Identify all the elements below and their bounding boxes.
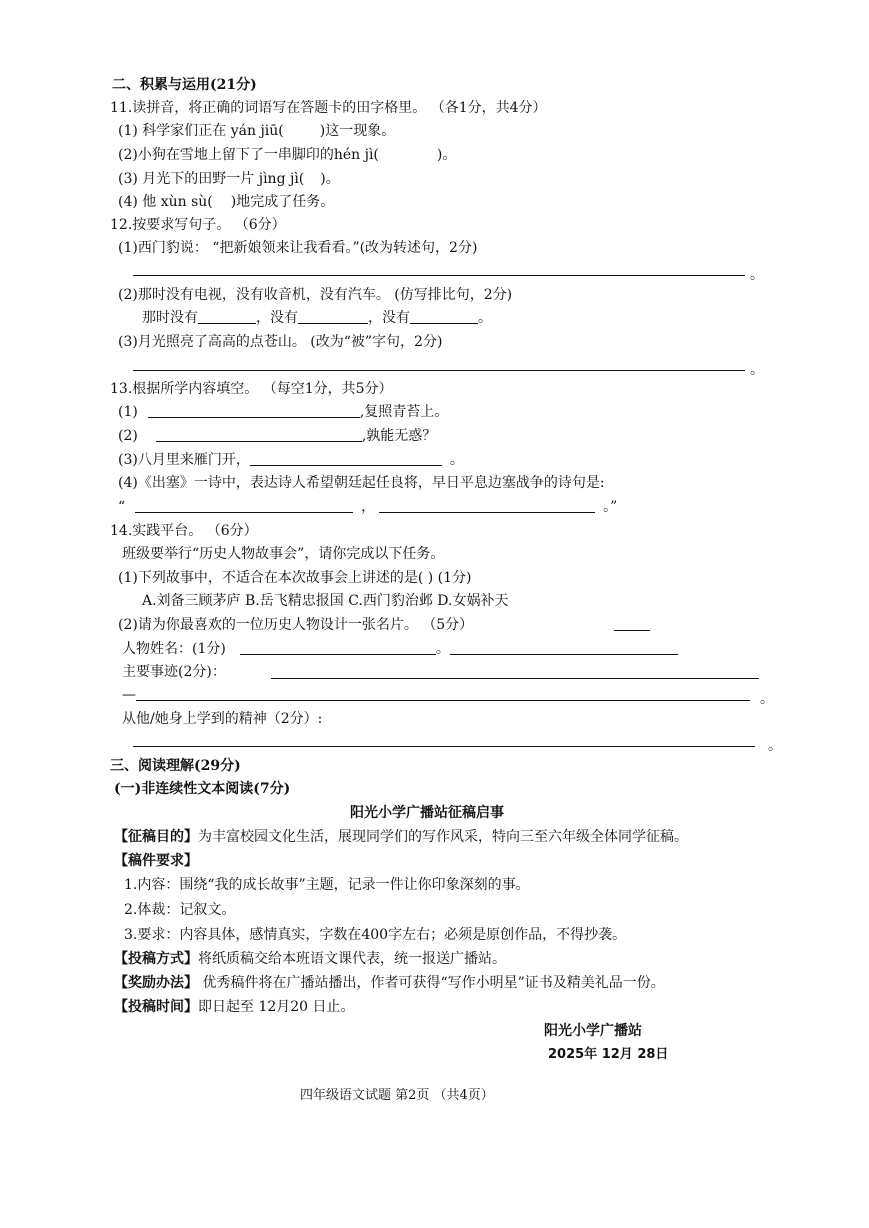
- q13-line-1: [118, 403, 448, 421]
- q14-deeds-line-1: [271, 678, 759, 679]
- q14-spirit-end-dot: 。: [768, 738, 782, 754]
- notice-submit: [114, 950, 506, 968]
- q13-line-2: [118, 427, 436, 445]
- q11-item-4: [118, 193, 334, 211]
- q13-line-2-post: ,孰能无惑？: [361, 428, 437, 444]
- notice-req-3: 3.要求：内容具体，感情真实，字数在400字左右；必须是原创作品，不得抄袭。: [124, 927, 627, 943]
- notice-submit-text: 将纸质稿交给本班语文课代表，统一报送广播站。: [198, 951, 506, 967]
- q14-name-sep: 。: [435, 641, 450, 657]
- q13-blank-4[interactable]: [135, 498, 353, 513]
- q12-s2: (2)那时没有电视，没有收音机，没有汽车。 (仿写排比句，2分): [118, 287, 513, 303]
- q13-blank-2[interactable]: [156, 427, 362, 442]
- q12-s1: (1)西门豹说： “把新娘领来让我看看。”(改为转述句，2分): [118, 240, 478, 256]
- q12-s2-template: [142, 309, 492, 327]
- q13-line-1-post: ,复照青苔上。: [359, 404, 449, 420]
- page-footer: 四年级语文试题 第2页 （共4页）: [300, 1088, 494, 1103]
- notice-title: 阳光小学广播站征稿启事: [350, 805, 504, 821]
- q14-options: A.刘备三顾茅庐 B.岳飞精忠报国 C.西门豹治邺 D.女娲补天: [142, 593, 509, 609]
- notice-award-text: 优秀稿件将在广播站播出，作者可获得“写作小明星”证书及精美礼品一份。: [198, 975, 665, 991]
- section-3-part-1-title: (一)非连续性文本阅读(7分): [114, 781, 291, 797]
- q13-line-2-num: (2): [118, 428, 138, 444]
- q13-stem: 13.根据所学内容填空。 （每空1分，共5分）: [110, 381, 393, 397]
- q13-line-5: [118, 498, 617, 516]
- q12-s2-part-a: 那时没有: [142, 310, 198, 326]
- notice-time-label: 【投稿时间】: [114, 999, 198, 1015]
- q14-spirit-label: 从他/她身上学到的精神（2分）:: [122, 711, 323, 727]
- q14-name-row: [122, 640, 678, 658]
- q12-s2-part-c: ，没有: [368, 310, 410, 326]
- notice-award: [114, 974, 665, 992]
- q12-s2-blank-2[interactable]: [298, 309, 368, 324]
- q14-s1: (1)下列故事中，不适合在本次故事会上讲述的是( ) (1分): [118, 570, 472, 586]
- q14-name-blank[interactable]: [240, 640, 436, 655]
- notice-req-2: 2.体裁：记叙文。: [124, 902, 236, 918]
- q12-s2-blank-1[interactable]: [198, 309, 256, 324]
- q13-line-3-pre: (3)八月里来雁门开，: [118, 452, 250, 468]
- q13-line-5-comma: ，: [361, 499, 376, 515]
- section-3-title: 三、阅读理解(29分): [110, 758, 241, 774]
- q11-item-1-pre: (1) 科学家们正在 yán jiū(: [118, 123, 284, 139]
- notice-purpose: [114, 828, 688, 846]
- q14-intro: 班级要举行“历史人物故事会”，请你完成以下任务。: [122, 546, 445, 562]
- notice-signer: 阳光小学广播站: [544, 1023, 642, 1039]
- q12-s1-answer-line: [133, 275, 745, 276]
- q11-item-3-post: )。: [320, 171, 340, 187]
- q14-stem: 14.实践平台。 （6分）: [110, 523, 258, 539]
- q12-s3-answer-line: [133, 370, 745, 371]
- q12-s2-blank-3[interactable]: [410, 309, 478, 324]
- q12-s2-part-b: ，没有: [256, 310, 298, 326]
- q14-name-label: 人物姓名：(1分): [122, 641, 226, 657]
- q11-item-2-post: )。: [436, 147, 457, 163]
- notice-submit-label: 【投稿方式】: [114, 951, 198, 967]
- q12-stem: 12.按要求写句子。 （6分）: [110, 217, 286, 233]
- q13-line-4: (4)《出塞》一诗中，表达诗人希望朝廷起任良将，早日平息边塞战争的诗句是:: [118, 475, 605, 491]
- notice-time-text: 即日起至 12月20 日止。: [198, 999, 355, 1015]
- q12-s3-end-dot: 。: [750, 362, 764, 378]
- notice-award-label: 【奖励办法】: [114, 975, 198, 991]
- q13-line-5-open-quote: “: [118, 499, 126, 515]
- q14-deeds-label: 主要事迹(2分)：: [122, 664, 226, 680]
- q11-item-1-post: )这一现象。: [319, 123, 396, 139]
- q11-stem: 11.读拼音，将正确的词语写在答题卡的田字格里。 （各1分，共4分）: [110, 100, 547, 116]
- q12-s2-end: 。: [478, 310, 492, 326]
- q13-line-5-close: 。”: [603, 499, 618, 515]
- q13-blank-1[interactable]: [148, 403, 360, 418]
- notice-time: [114, 998, 355, 1016]
- q13-blank-5[interactable]: [379, 498, 595, 513]
- q11-item-2: [118, 146, 456, 164]
- q14-s2-short-line: [614, 630, 650, 631]
- q14-name-blank-2[interactable]: [450, 640, 678, 655]
- q11-item-3-pre: (3) 月光下的田野一片 jìng jì(: [118, 171, 305, 187]
- q14-s2: (2)请为你最喜欢的一位历史人物设计一张名片。 （5分）: [118, 617, 474, 633]
- notice-purpose-label: 【征稿目的】: [114, 829, 198, 845]
- q11-item-4-pre: (4) 他 xùn sù(: [118, 194, 213, 210]
- q11-item-1: [118, 122, 395, 140]
- q12-s1-end-dot: 。: [750, 267, 764, 283]
- q11-item-4-post: )地完成了任务。: [230, 194, 335, 210]
- q14-deeds-line-2: [136, 700, 750, 701]
- q13-line-3-post: 。: [449, 452, 464, 468]
- q14-deeds-dash: —: [122, 687, 136, 703]
- section-2-title: 二、积累与运用(21分): [112, 77, 257, 93]
- q14-deeds-end-dot: 。: [760, 691, 774, 707]
- notice-req-label: 【稿件要求】: [114, 853, 198, 869]
- notice-date: 2025年 12月 28日: [548, 1047, 669, 1062]
- notice-purpose-text: 为丰富校园文化生活，展现同学们的写作风采，特向三至六年级全体同学征稿。: [198, 829, 688, 845]
- q11-item-3: [118, 170, 340, 188]
- notice-req-1: 1.内容：围绕“我的成长故事”主题，记录一件让你印象深刻的事。: [124, 877, 530, 893]
- q11-item-2-pre: (2)小狗在雪地上留下了一串脚印的hén jì(: [118, 147, 379, 163]
- q12-s3: (3)月光照亮了高高的点苍山。 (改为“被”字句，2分): [118, 334, 443, 350]
- q13-line-3: [118, 451, 464, 469]
- q13-line-1-num: (1): [118, 404, 138, 420]
- q13-blank-3[interactable]: [250, 451, 442, 466]
- q14-spirit-line: [133, 746, 755, 747]
